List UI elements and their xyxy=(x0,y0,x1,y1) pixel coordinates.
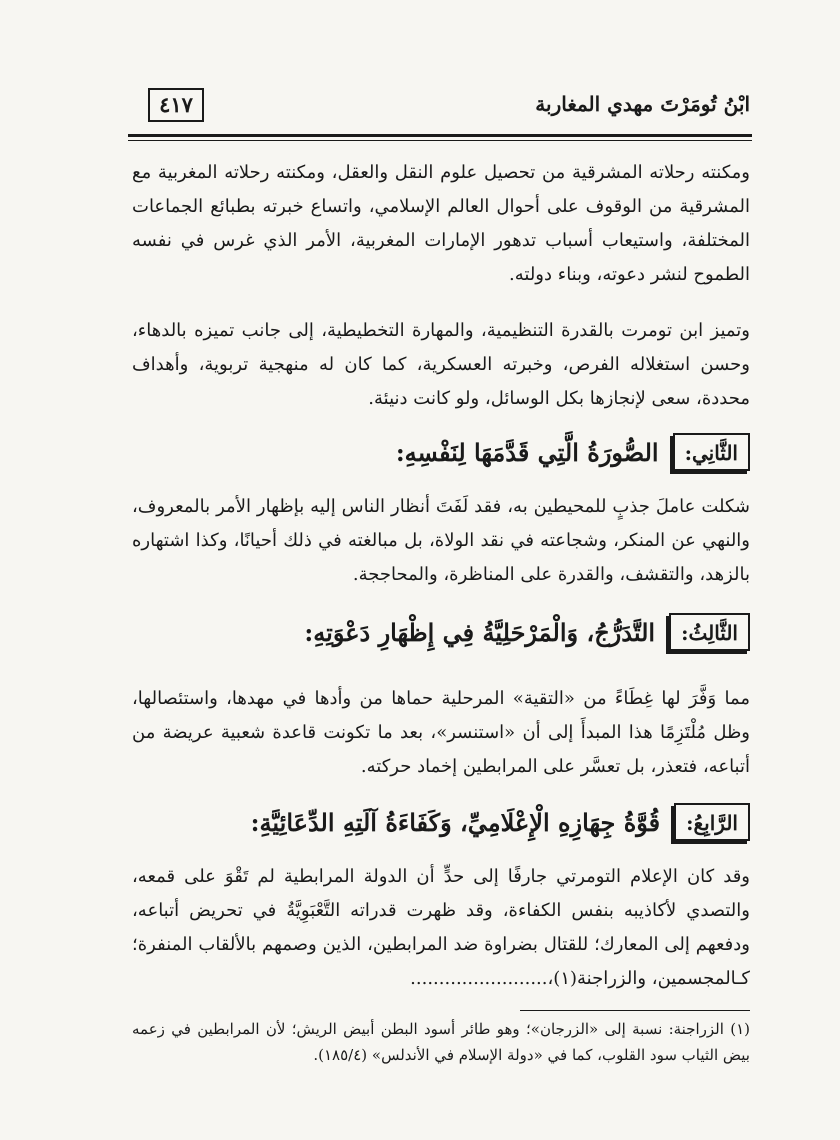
heading-title: الصُّورَةُ الَّتِي قَدَّمَهَا لِنَفْسِهِ: xyxy=(395,437,659,467)
paragraph-2: وتميز ابن تومرت بالقدرة التنظيمية، والمهارة التخطيطية، إلى جانب تميزه بالدهاء، وحسن استغلاله الفرص، وخبرته العسكرية، كما كان له منهجية تربوية، وأهداف محددة، سعى لإنجازها بكل الوسائل، ولو كانت دنيئة. xyxy=(132,320,750,409)
running-title: ابْنُ تُومَرْتَ مهدي المغاربة xyxy=(535,92,750,116)
paragraph-1: ومكنته رحلاته المشرقية من تحصيل علوم النقل والعقل، ومكنته رحلاته المغربية مع المشرقية من الوقوف على أحوال العالم الإسلامي، واتساع خبرته بطبائع الجماعات المختلفة، واستيعاب أسباب تدهور الإمارات المغربية، الأمر الذي غرس في نفسه الطموح لنشر دعوته، وبناء دولته. xyxy=(132,162,750,285)
section-heading-second xyxy=(396,430,750,474)
header-rule-thin xyxy=(128,140,752,141)
heading-label: الثَّانِي: xyxy=(673,433,750,471)
section-heading-third xyxy=(304,610,750,654)
heading-title: قُوَّةُ جِهَازِهِ الْإِعْلَامِيِّ، وَكَفَاءَةُ آلَتِهِ الدِّعَائِيَّةِ: xyxy=(250,807,661,837)
paragraph-4: مما وَفَّرَ لها غِطَاءً من «التقية» المرحلية حماها من وأدها في مهدها، واستئصالها، وظل مُلْتَزِمًا هذا المبدأَ إلى أن «استنسر»، بعد ما تكونت قاعدة شعبية عريضة من أتباعه، فتعذر، بل تعسَّر على المرابطين إخماد حركته. xyxy=(132,688,750,777)
header-rule xyxy=(128,134,752,137)
section-heading-fourth xyxy=(251,800,750,844)
heading-title: التَّدَرُّجُ، وَالْمَرْحَلِيَّةُ فِي إِظْهَارِ دَعْوَتِهِ: xyxy=(304,617,656,647)
heading-label: الرَّابِعُ: xyxy=(674,803,750,841)
page-number: ٤١٧ xyxy=(148,88,204,122)
paragraph-3: شكلت عاملَ جذبٍ للمحيطين به، فقد لَفَتَ أنظار الناس إليه بإظهار الأمر بالمعروف، والنهي عن المنكر، وشجاعته في نقد الولاة، بل مبالغته في ذلك أحيانًا، وكذا اشتهاره بالزهد، والتقشف، والقدرة على المناظرة، والمحاججة. xyxy=(132,496,750,585)
footnote: (١) الزراجنة: نسبة إلى «الزرجان»؛ وهو طائر أسود البطن أبيض الريش؛ لأن المرابطين في زعمه بيض الثياب سود القلوب، كما في «دولة الإسلام في الأندلس» (١٨٥/٤). xyxy=(132,1020,750,1064)
heading-label: الثَّالِثُ: xyxy=(669,613,750,651)
paragraph-5: وقد كان الإعلام التومرتي جارفًا إلى حدٍّ أن الدولة المرابطية لم تَقْوَ على قمعه، والتصدي لأكاذيبه بنفس الكفاءة، وقد ظهرت قدراته التَّعْبَوِيَّةُ في تحريض أتباعه، ودفعهم إلى المعارك؛ للقتال بضراوة ضد المرابطين، الذين وصمهم بالألقاب المنفرة؛ كـالمجسمين، والزراجنة(١)،........................ xyxy=(132,866,750,989)
footnote-rule xyxy=(520,1010,750,1011)
